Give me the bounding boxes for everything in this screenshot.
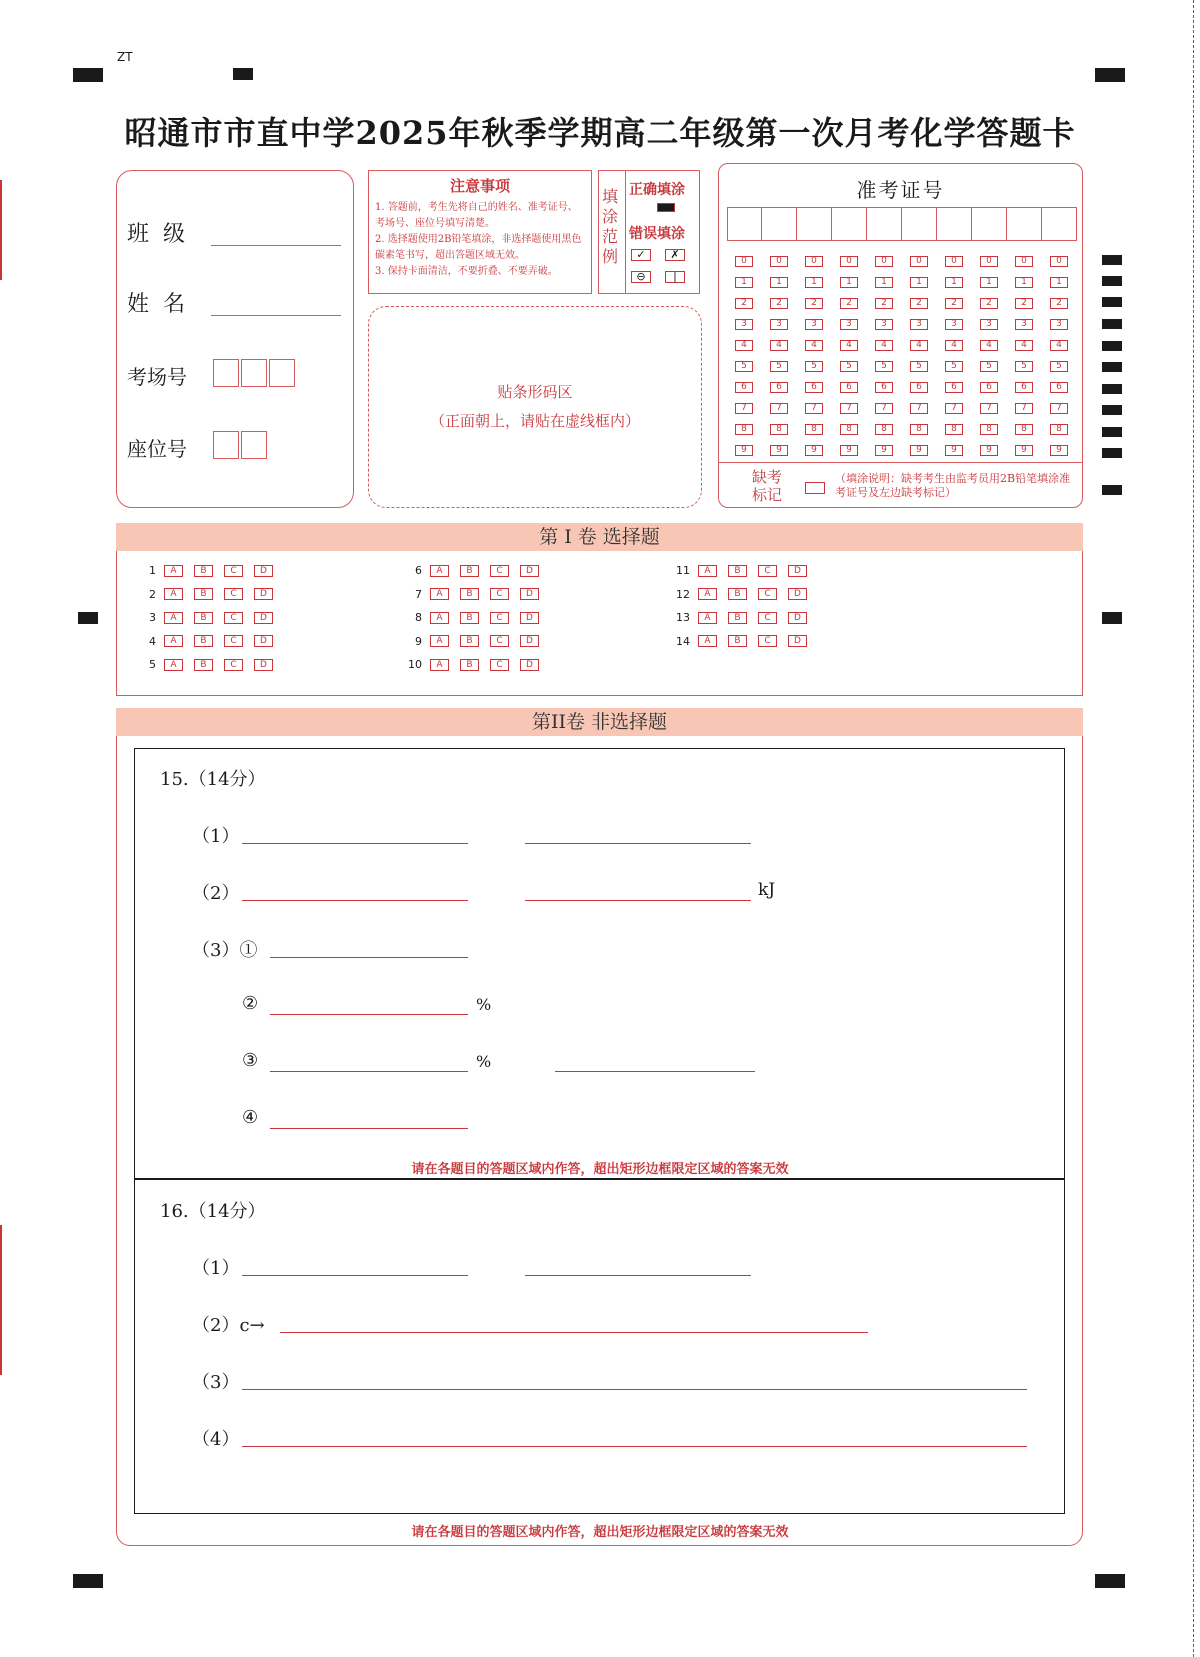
admission-digit-bubble[interactable]: 1 (1015, 277, 1033, 288)
mc-option-bubble[interactable]: B (728, 565, 747, 577)
admission-digit-bubble[interactable]: 4 (1050, 340, 1068, 351)
q15-warning: 请在各题目的答题区域内作答，超出矩形边框限定区域的答案无效 (411, 1162, 789, 1177)
mc-option-bubble[interactable]: A (698, 635, 717, 647)
mc-option-bubble[interactable]: C (224, 635, 243, 647)
mc-question-number: 5 (149, 658, 156, 671)
mc-option-bubble[interactable]: C (490, 659, 509, 671)
seat-number-boxes[interactable] (213, 431, 269, 463)
mc-question-number: 2 (149, 587, 156, 601)
fill-sample-box (598, 170, 700, 294)
absent-mark-box[interactable] (805, 482, 825, 494)
admission-digit-bubble[interactable]: 6 (1015, 382, 1033, 393)
admission-digit-bubble[interactable]: 0 (1015, 256, 1033, 267)
admission-digit-bubble[interactable]: 0 (945, 256, 963, 267)
admission-digit-bubble[interactable]: 6 (1050, 382, 1068, 393)
timing-mark (1095, 68, 1125, 82)
admission-digit-bubble[interactable]: 1 (945, 277, 963, 288)
admission-digit-bubble[interactable]: 4 (770, 340, 788, 351)
mc-option-bubble[interactable]: C (224, 659, 243, 671)
mc-question-row (136, 658, 284, 671)
admission-digit-bubble[interactable]: 1 (1050, 277, 1068, 288)
name-label: 姓 名 (127, 292, 185, 317)
admission-bubble-grid (735, 256, 1085, 466)
mc-option-bubble[interactable]: C (490, 565, 509, 577)
admission-write-boxes[interactable] (727, 207, 1077, 241)
timing-mark (233, 68, 253, 80)
admission-digit-bubble[interactable]: 5 (735, 361, 753, 372)
admission-digit-bubble[interactable]: 8 (875, 424, 893, 435)
admission-digit-bubble[interactable]: 4 (875, 340, 893, 351)
mc-option-bubble[interactable]: A (164, 659, 183, 671)
admission-digit-bubble[interactable]: 1 (875, 277, 893, 288)
q16-part1-answer-b[interactable] (525, 1275, 751, 1276)
timing-mark (1102, 485, 1122, 495)
q15-part3-2-percent: % (476, 995, 492, 1014)
admission-digit-bubble[interactable]: 5 (945, 361, 963, 372)
q15-part3-2-answer[interactable] (270, 1014, 468, 1015)
admission-digit-bubble[interactable]: 5 (980, 361, 998, 372)
q15-part2-label: （2） (192, 883, 240, 904)
mc-option-bubble[interactable]: B (194, 659, 213, 671)
admission-digit-bubble[interactable]: 3 (980, 319, 998, 330)
barcode-area-hint: （正面朝上，请贴在虚线框内） (429, 412, 640, 430)
admission-digit-bubble[interactable]: 4 (1015, 340, 1033, 351)
q15-part3-3-answer-b[interactable] (555, 1071, 755, 1072)
admission-digit-bubble[interactable]: 8 (840, 424, 858, 435)
mc-question-row (402, 611, 550, 624)
q15-part3-1-answer[interactable] (270, 957, 468, 958)
q15-part1-label: （1） (192, 826, 240, 847)
absent-label: 缺考标记 (751, 468, 782, 504)
mc-option-bubble[interactable]: B (728, 612, 747, 624)
mc-question-number: 11 (676, 564, 690, 577)
mc-question-row (136, 564, 284, 577)
admission-digit-bubble[interactable]: 7 (735, 403, 753, 414)
mc-option-bubble[interactable]: D (254, 659, 273, 671)
mc-option-bubble[interactable]: D (254, 588, 273, 600)
admission-digit-bubble[interactable]: 3 (945, 319, 963, 330)
mc-option-bubble[interactable]: C (758, 635, 777, 647)
mc-option-bubble[interactable]: A (164, 565, 183, 577)
admission-digit-bubble[interactable]: 3 (910, 319, 928, 330)
mc-option-bubble[interactable]: D (254, 635, 273, 647)
admission-digit-bubble[interactable]: 5 (875, 361, 893, 372)
mc-option-bubble[interactable]: A (698, 588, 717, 600)
admission-digit-bubble[interactable]: 0 (910, 256, 928, 267)
admission-digit-bubble[interactable]: 3 (840, 319, 858, 330)
q15-part1-answer-a[interactable] (242, 843, 468, 844)
admission-digit-bubble[interactable]: 5 (910, 361, 928, 372)
q16-part3-answer[interactable] (242, 1389, 1027, 1390)
admission-digit-bubble[interactable]: 9 (980, 445, 998, 456)
q15-part3-2-label: ② (242, 993, 259, 1014)
section1-heading: 第 I 卷 选择题 (116, 523, 1083, 551)
timing-mark (1095, 1574, 1125, 1588)
admission-digit-bubble[interactable]: 1 (735, 277, 753, 288)
mc-option-bubble[interactable]: D (254, 612, 273, 624)
mc-question-number: 12 (676, 587, 690, 601)
mc-option-bubble[interactable]: C (758, 588, 777, 600)
wrong-fill-cross-example: ✗ (665, 249, 685, 261)
wrong-fill-check-example: ✓ (631, 249, 651, 261)
admission-digit-bubble[interactable]: 0 (840, 256, 858, 267)
admission-digit-bubble[interactable]: 4 (910, 340, 928, 351)
admission-digit-bubble[interactable]: 1 (805, 277, 823, 288)
q16-part1-label: （1） (192, 1258, 240, 1279)
mc-question-row (402, 564, 550, 577)
admission-digit-bubble[interactable]: 9 (910, 445, 928, 456)
mc-question-number: 14 (676, 634, 690, 648)
q16-part3-label: （3） (192, 1372, 240, 1393)
admission-digit-bubble[interactable]: 0 (980, 256, 998, 267)
q15-answer-box (134, 748, 1065, 1180)
section2-heading: 第II卷 非选择题 (116, 708, 1083, 736)
admission-digit-bubble[interactable]: 5 (1050, 361, 1068, 372)
admission-digit-bubble[interactable]: 3 (805, 319, 823, 330)
mc-option-bubble[interactable]: D (520, 659, 539, 671)
mc-option-bubble[interactable]: B (460, 612, 479, 624)
admission-digit-bubble[interactable]: 1 (910, 277, 928, 288)
mc-option-bubble[interactable]: D (788, 612, 807, 624)
wrong-fill-circle-example: ⊖ (631, 271, 651, 283)
q16-part2-label: （2）c→ (192, 1315, 265, 1336)
mc-question-number: 4 (149, 634, 156, 648)
timing-mark (73, 68, 103, 82)
admission-digit-bubble[interactable]: 0 (805, 256, 823, 267)
mc-option-bubble[interactable]: B (194, 565, 213, 577)
admission-digit-bubble[interactable]: 9 (875, 445, 893, 456)
notice-item: 1. 答题前，考生先将自己的姓名、准考证号、考场号、座位号填写清楚。 (375, 202, 578, 229)
mc-option-bubble[interactable]: A (164, 635, 183, 647)
admission-digit-bubble[interactable]: 9 (735, 445, 753, 456)
mc-question-row (670, 588, 818, 601)
mc-question-row (136, 588, 284, 601)
mc-question-number: 10 (408, 658, 422, 671)
q16-part4-answer[interactable] (242, 1446, 1027, 1447)
admission-digit-bubble[interactable]: 7 (770, 403, 788, 414)
q15-part1-answer-b[interactable] (525, 843, 751, 844)
admission-digit-bubble[interactable]: 5 (805, 361, 823, 372)
admission-digit-bubble[interactable]: 2 (910, 298, 928, 309)
admission-digit-bubble[interactable]: 8 (980, 424, 998, 435)
admission-digit-bubble[interactable]: 5 (1015, 361, 1033, 372)
admission-digit-bubble[interactable]: 0 (875, 256, 893, 267)
timing-mark (1102, 319, 1122, 329)
mc-question-number: 9 (415, 634, 422, 648)
mc-option-bubble[interactable]: A (430, 565, 449, 577)
wrong-fill-bar-example: | (665, 271, 685, 283)
admission-digit-bubble[interactable]: 2 (1050, 298, 1068, 309)
q16-label: 16.（14分） (160, 1201, 266, 1222)
room-label: 考场号 (127, 365, 187, 389)
admission-digit-bubble[interactable]: 8 (1015, 424, 1033, 435)
admission-digit-bubble[interactable]: 4 (980, 340, 998, 351)
admission-digit-bubble[interactable]: 4 (735, 340, 753, 351)
q15-part2-unit: kJ (758, 880, 776, 900)
admission-digit-bubble[interactable]: 9 (805, 445, 823, 456)
wrong-fill-label: 错误填涂 (629, 226, 685, 242)
admission-digit-bubble[interactable]: 2 (875, 298, 893, 309)
mc-option-bubble[interactable]: C (490, 635, 509, 647)
admission-digit-bubble[interactable]: 8 (910, 424, 928, 435)
barcode-area (368, 306, 702, 508)
admission-digit-bubble[interactable]: 3 (735, 319, 753, 330)
q16-warning: 请在各题目的答题区域内作答，超出矩形边框限定区域的答案无效 (411, 1525, 789, 1540)
page-title: 昭通市市直中学2025年秋季学期高二年级第一次月考化学答题卡 (124, 114, 1076, 152)
timing-mark (78, 612, 98, 624)
corner-code: ZT (117, 50, 133, 64)
q15-part2-answer-a[interactable] (242, 900, 468, 901)
mc-option-bubble[interactable]: A (698, 565, 717, 577)
timing-mark (1102, 384, 1122, 394)
admission-number-panel (718, 163, 1083, 508)
admission-digit-bubble[interactable]: 6 (805, 382, 823, 393)
admission-digit-bubble[interactable]: 2 (770, 298, 788, 309)
mc-option-bubble[interactable]: C (490, 612, 509, 624)
mc-option-bubble[interactable]: A (430, 635, 449, 647)
mc-option-bubble[interactable]: B (194, 588, 213, 600)
mc-option-bubble[interactable]: D (788, 635, 807, 647)
mc-option-bubble[interactable]: D (520, 588, 539, 600)
mc-question-number: 1 (149, 564, 156, 577)
admission-digit-bubble[interactable]: 2 (805, 298, 823, 309)
correct-fill-example (657, 203, 675, 212)
mc-question-row (136, 611, 284, 624)
mc-option-bubble[interactable]: A (430, 588, 449, 600)
mc-option-bubble[interactable]: C (758, 612, 777, 624)
mc-question-number: 3 (149, 611, 156, 624)
timing-mark (1102, 448, 1122, 458)
notice-box (368, 170, 592, 294)
mc-option-bubble[interactable]: D (520, 612, 539, 624)
mc-question-row (670, 635, 818, 648)
admission-digit-bubble[interactable]: 4 (840, 340, 858, 351)
admission-digit-bubble[interactable]: 8 (735, 424, 753, 435)
mc-option-bubble[interactable]: D (520, 565, 539, 577)
admission-digit-bubble[interactable]: 2 (735, 298, 753, 309)
mc-option-bubble[interactable]: A (698, 612, 717, 624)
mc-option-bubble[interactable]: A (430, 659, 449, 671)
admission-digit-bubble[interactable]: 6 (840, 382, 858, 393)
admission-digit-bubble[interactable]: 7 (1015, 403, 1033, 414)
fill-sample-side-label: 填涂范例 (602, 187, 619, 266)
name-field[interactable] (211, 315, 341, 316)
admission-digit-bubble[interactable]: 2 (840, 298, 858, 309)
mc-option-bubble[interactable]: B (194, 612, 213, 624)
admission-digit-bubble[interactable]: 9 (840, 445, 858, 456)
q15-part3-4-label: ④ (242, 1107, 259, 1128)
mc-option-bubble[interactable]: A (164, 588, 183, 600)
mc-question-row (136, 635, 284, 648)
admission-digit-bubble[interactable]: 0 (735, 256, 753, 267)
admission-digit-bubble[interactable]: 5 (770, 361, 788, 372)
admission-digit-bubble[interactable]: 7 (1050, 403, 1068, 414)
admission-digit-bubble[interactable]: 7 (840, 403, 858, 414)
admission-digit-bubble[interactable]: 2 (980, 298, 998, 309)
mc-option-bubble[interactable]: B (460, 659, 479, 671)
admission-digit-bubble[interactable]: 7 (875, 403, 893, 414)
mc-option-bubble[interactable]: C (224, 565, 243, 577)
mc-option-bubble[interactable]: B (728, 588, 747, 600)
mc-option-bubble[interactable]: A (164, 612, 183, 624)
timing-mark (1102, 427, 1122, 437)
admission-digit-bubble[interactable]: 5 (840, 361, 858, 372)
notice-heading: 注意事项 (449, 177, 510, 195)
mc-question-row (402, 588, 550, 601)
mc-option-bubble[interactable]: C (224, 612, 243, 624)
left-edge-bar (0, 1225, 2, 1375)
mc-question-number: 6 (415, 564, 422, 577)
mc-option-bubble[interactable]: B (460, 635, 479, 647)
mc-option-bubble[interactable]: D (254, 565, 273, 577)
mc-question-number: 8 (415, 611, 422, 624)
timing-mark (73, 1574, 103, 1588)
mc-option-bubble[interactable]: D (788, 565, 807, 577)
admission-digit-bubble[interactable]: 8 (945, 424, 963, 435)
admission-number-title: 准考证号 (856, 178, 945, 202)
q16-part2-answer[interactable] (280, 1332, 868, 1333)
admission-digit-bubble[interactable]: 4 (805, 340, 823, 351)
admission-digit-bubble[interactable]: 1 (840, 277, 858, 288)
timing-mark (1102, 255, 1122, 265)
mc-question-number: 7 (415, 587, 422, 601)
mc-option-bubble[interactable]: B (728, 635, 747, 647)
admission-digit-bubble[interactable]: 3 (875, 319, 893, 330)
admission-digit-bubble[interactable]: 6 (910, 382, 928, 393)
mc-option-bubble[interactable]: B (194, 635, 213, 647)
q15-label: 15.（14分） (160, 769, 266, 790)
notice-item: 2. 选择题使用2B铅笔填涂，非选择题使用黑色碳素笔书写，超出答题区域无效。 (375, 234, 582, 261)
notice-item: 3. 保持卡面清洁，不要折叠、不要弄破。 (375, 266, 558, 277)
mc-option-bubble[interactable]: B (460, 588, 479, 600)
admission-digit-bubble[interactable]: 7 (805, 403, 823, 414)
mc-option-bubble[interactable]: C (758, 565, 777, 577)
admission-digit-bubble[interactable]: 3 (1050, 319, 1068, 330)
admission-digit-bubble[interactable]: 6 (945, 382, 963, 393)
q16-answer-box (134, 1178, 1065, 1514)
admission-digit-bubble[interactable]: 8 (805, 424, 823, 435)
admission-digit-bubble[interactable]: 6 (770, 382, 788, 393)
correct-fill-label: 正确填涂 (629, 182, 685, 198)
admission-digit-bubble[interactable]: 9 (1050, 445, 1068, 456)
timing-mark (1102, 612, 1122, 624)
q15-part3-4-answer[interactable] (270, 1128, 468, 1129)
admission-digit-bubble[interactable]: 2 (1015, 298, 1033, 309)
admission-digit-bubble[interactable]: 7 (980, 403, 998, 414)
class-field[interactable] (211, 245, 341, 246)
timing-mark (1102, 297, 1122, 307)
mc-question-row (670, 611, 818, 624)
mc-question-row (402, 658, 550, 671)
q16-part1-answer-a[interactable] (242, 1275, 468, 1276)
timing-mark (1102, 405, 1122, 415)
admission-digit-bubble[interactable]: 8 (770, 424, 788, 435)
room-number-boxes[interactable] (213, 359, 297, 391)
q15-part3-3-answer-a[interactable] (270, 1071, 468, 1072)
q16-part4-label: （4） (192, 1429, 240, 1450)
admission-digit-bubble[interactable]: 6 (735, 382, 753, 393)
seat-label: 座位号 (127, 437, 187, 461)
timing-mark (1102, 362, 1122, 372)
q15-part3-3-percent: % (476, 1052, 492, 1071)
admission-digit-bubble[interactable]: 8 (1050, 424, 1068, 435)
timing-mark (1102, 276, 1122, 286)
mc-question-row (670, 564, 818, 577)
q15-part3-label: （3）① (192, 940, 258, 961)
right-cut-line (1193, 0, 1194, 1657)
mc-option-bubble[interactable]: A (430, 612, 449, 624)
admission-digit-bubble[interactable]: 0 (1050, 256, 1068, 267)
admission-digit-bubble[interactable]: 9 (945, 445, 963, 456)
admission-digit-bubble[interactable]: 3 (1015, 319, 1033, 330)
mc-option-bubble[interactable]: D (520, 635, 539, 647)
class-label: 班 级 (127, 222, 185, 247)
barcode-area-title: 贴条形码区 (497, 383, 573, 401)
absent-note: （填涂说明：缺考考生由监考员用2B铅笔填涂准考证号及左边缺考标记） (835, 472, 1071, 499)
admission-digit-bubble[interactable]: 6 (980, 382, 998, 393)
admission-digit-bubble[interactable]: 2 (945, 298, 963, 309)
admission-digit-bubble[interactable]: 9 (770, 445, 788, 456)
left-edge-bar (0, 180, 2, 280)
admission-digit-bubble[interactable]: 3 (770, 319, 788, 330)
admission-digit-bubble[interactable]: 9 (1015, 445, 1033, 456)
mc-option-bubble[interactable]: C (224, 588, 243, 600)
q15-part3-3-label: ③ (242, 1050, 259, 1071)
student-info-panel (116, 170, 354, 508)
admission-digit-bubble[interactable]: 7 (910, 403, 928, 414)
mc-question-row (402, 635, 550, 648)
admission-digit-bubble[interactable]: 1 (980, 277, 998, 288)
mc-option-bubble[interactable]: D (788, 588, 807, 600)
admission-digit-bubble[interactable]: 1 (770, 277, 788, 288)
mc-option-bubble[interactable]: B (460, 565, 479, 577)
mc-question-number: 13 (676, 611, 690, 624)
q15-part2-answer-b[interactable] (525, 900, 751, 901)
admission-digit-bubble[interactable]: 0 (770, 256, 788, 267)
timing-mark (1102, 341, 1122, 351)
admission-digit-bubble[interactable]: 4 (945, 340, 963, 351)
admission-digit-bubble[interactable]: 7 (945, 403, 963, 414)
mc-option-bubble[interactable]: C (490, 588, 509, 600)
admission-digit-bubble[interactable]: 6 (875, 382, 893, 393)
